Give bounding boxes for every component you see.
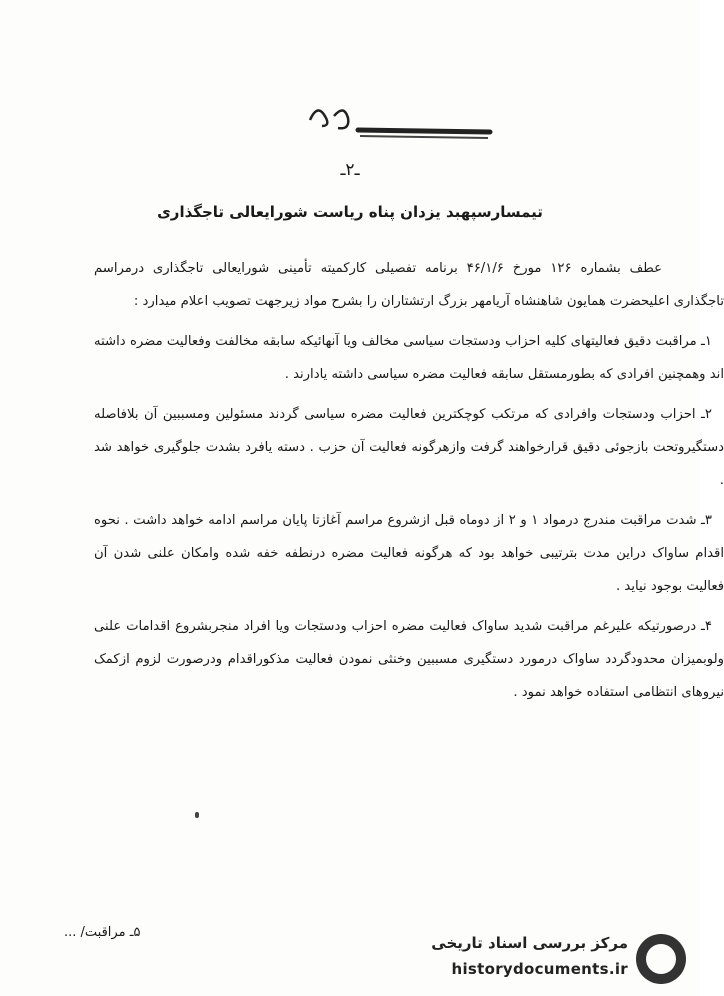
paragraph-2: ۲ـ احزاب ودستجات وافرادی که مرتکب کوچکترین فعالیت مضره سیاسی گردند مسئولین ومسببین آن بلافاصله دستگیروتحت بازجوئی دقیق قرارخواهند گرفت وازهرگونه فعالیت آن حزب . دسته یافرد بشدت جلوگیری خواهد شد . [94,407,724,488]
archive-watermark [424,930,694,990]
watermark-url: historydocuments.ir [451,960,628,978]
archive-logo-inner [646,944,676,974]
classification-stamp [300,96,500,146]
continuation-note: ۵ـ مراقبت/ ... [64,925,141,940]
watermark-title: مرکز بررسی اسناد تاریخی [431,934,628,952]
ink-dot [195,812,199,818]
document-body [94,252,724,716]
document-title: تیمسارسپهبد یزدان پناه ریاست شورایعالی تاجگذاری [157,203,543,221]
paragraph-3: ۳ـ شدت مراقبت مندرج درمواد ۱ و ۲ از دوماه قبل ازشروع مراسم آغازتا پایان مراسم ادامه خواهد داشت . نحوه اقدام ساواک دراین مدت بترتیبی خواهد بود که هرگونه فعالیت مضره درنطفه خفه شده وامکان علنی شدن آن فعالیت بوجود نیاید . [94,513,724,594]
paragraph-4: ۴ـ درصورتیکه علیرغم مراقبت شدید ساواک فعالیت مضره احزاب ودستجات ویا افراد منجربشروع اقدامات علنی ولوبمیزان محدودگردد ساواک درمورد دستگیری مسببین وخنثی نمودن فعالیت مذکوراقدام ودرصورت لزوم ازکمک نیروهای انتظامی استفاده خواهد نمود . [94,619,724,700]
page-number: ـ۲ـ [340,160,360,180]
paragraph-intro: عطف بشماره ۱۲۶ مورخ ۴۶/۱/۶ برنامه تفصیلی کارکمیته تأمینی شورایعالی تاجگذاری درمراسم تاجگذاری اعلیحضرت همایون شاهنشاه آریامهر بزرگ ارتشتاران را بشرح مواد زیرجهت تصویب اعلام میدارد : [94,261,724,309]
paragraph-1: ۱ـ مراقبت دقیق فعالیتهای کلیه احزاب ودستجات سیاسی مخالف ویا آنهائیکه سابقه مخالفت وفعالیت مضره داشته اند وهمچنین افرادی که بطورمستقل سابقه فعالیت مضره سیاسی داشته یادارند . [94,334,724,382]
